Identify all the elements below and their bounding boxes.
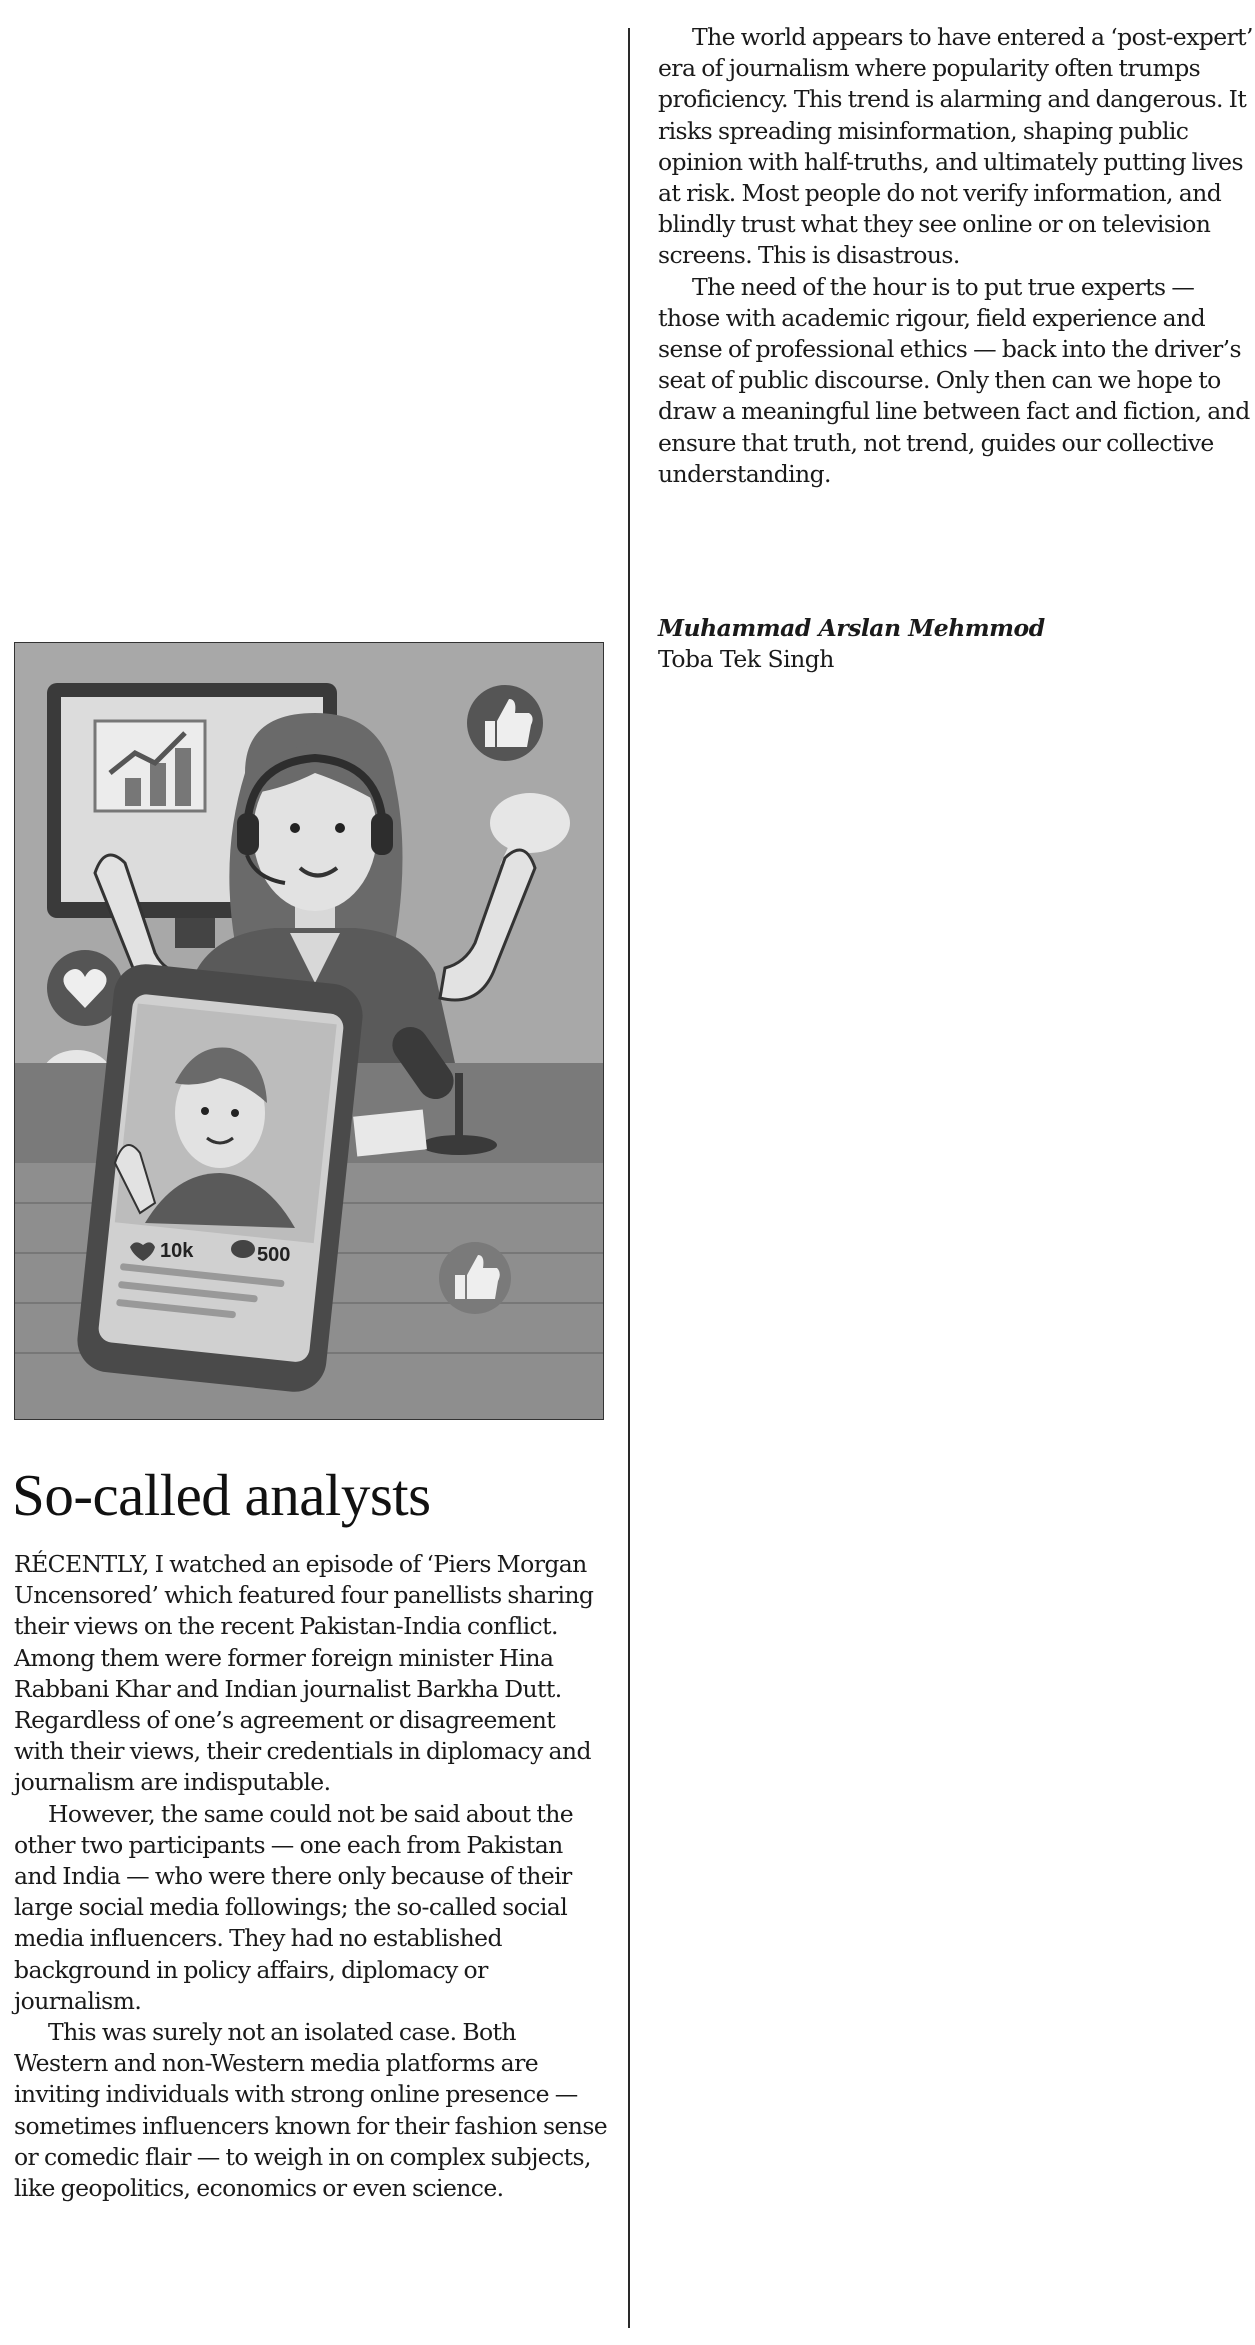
author-location: Toba Tek Singh: [658, 645, 834, 673]
thumbs-up-bottom-icon: [439, 1242, 511, 1314]
likes-count: 10k: [160, 1240, 194, 1262]
smartphone-icon: [74, 961, 365, 1395]
left-column-text: [14, 1549, 610, 2204]
paragraph-4: The world appears to have entered a ‘post-expert’ era of journalism where popularity often trumps proficiency. This trend is alarming and dangerous. It risks spreading misinformation, shaping public opinion with half-truths, and ultimately putting lives at risk. Most people do not verify information, and blindly trust what they see online or on television screens. This is disastrous.: [658, 23, 1253, 270]
paragraph-2: However, the same could not be said about the other two participants — one each from Pakistan and India — who were there only because of their large social media followings; the so-called social media influencers. They had no established background in policy affairs, diplomacy or journalism.: [14, 1799, 574, 2015]
author-name: Muhammad Arslan Mehmmod: [658, 614, 1045, 642]
right-column-text: [658, 22, 1254, 490]
comments-count: 500: [257, 1244, 291, 1266]
column-divider: [628, 28, 630, 2328]
article-illustration: [14, 642, 604, 1420]
paragraph-1: RÉCENTLY, I watched an episode of ‘Piers Morgan Uncensored’ which featured four panellists sharing their views on the recent Pakistan-India conflict. Among them were former foreign minister Hina Rabbani Khar and Indian journalist Barkha Dutt. Regardless of one’s agreement or disagreement with their views, their credentials in diplomacy and journalism are indisputable.: [14, 1550, 594, 1797]
author-signature: [658, 613, 1254, 675]
paragraph-3: This was surely not an isolated case. Both Western and non-Western media platforms are inviting individuals with strong online presence — sometimes influencers known for their fashion sense or comedic flair — to weigh in on complex subjects, like geopolitics, economics or even science.: [14, 2018, 608, 2203]
paragraph-5: The need of the hour is to put true experts — those with academic rigour, field experience and sense of professional ethics — back into the driver’s seat of public discourse. Only then can we hope to draw a meaningful line between fact and fiction, and ensure that truth, not trend, guides our collective understanding.: [658, 272, 1250, 488]
thumbs-up-icon: [467, 685, 543, 761]
article-headline: So-called analysts: [12, 1462, 431, 1528]
